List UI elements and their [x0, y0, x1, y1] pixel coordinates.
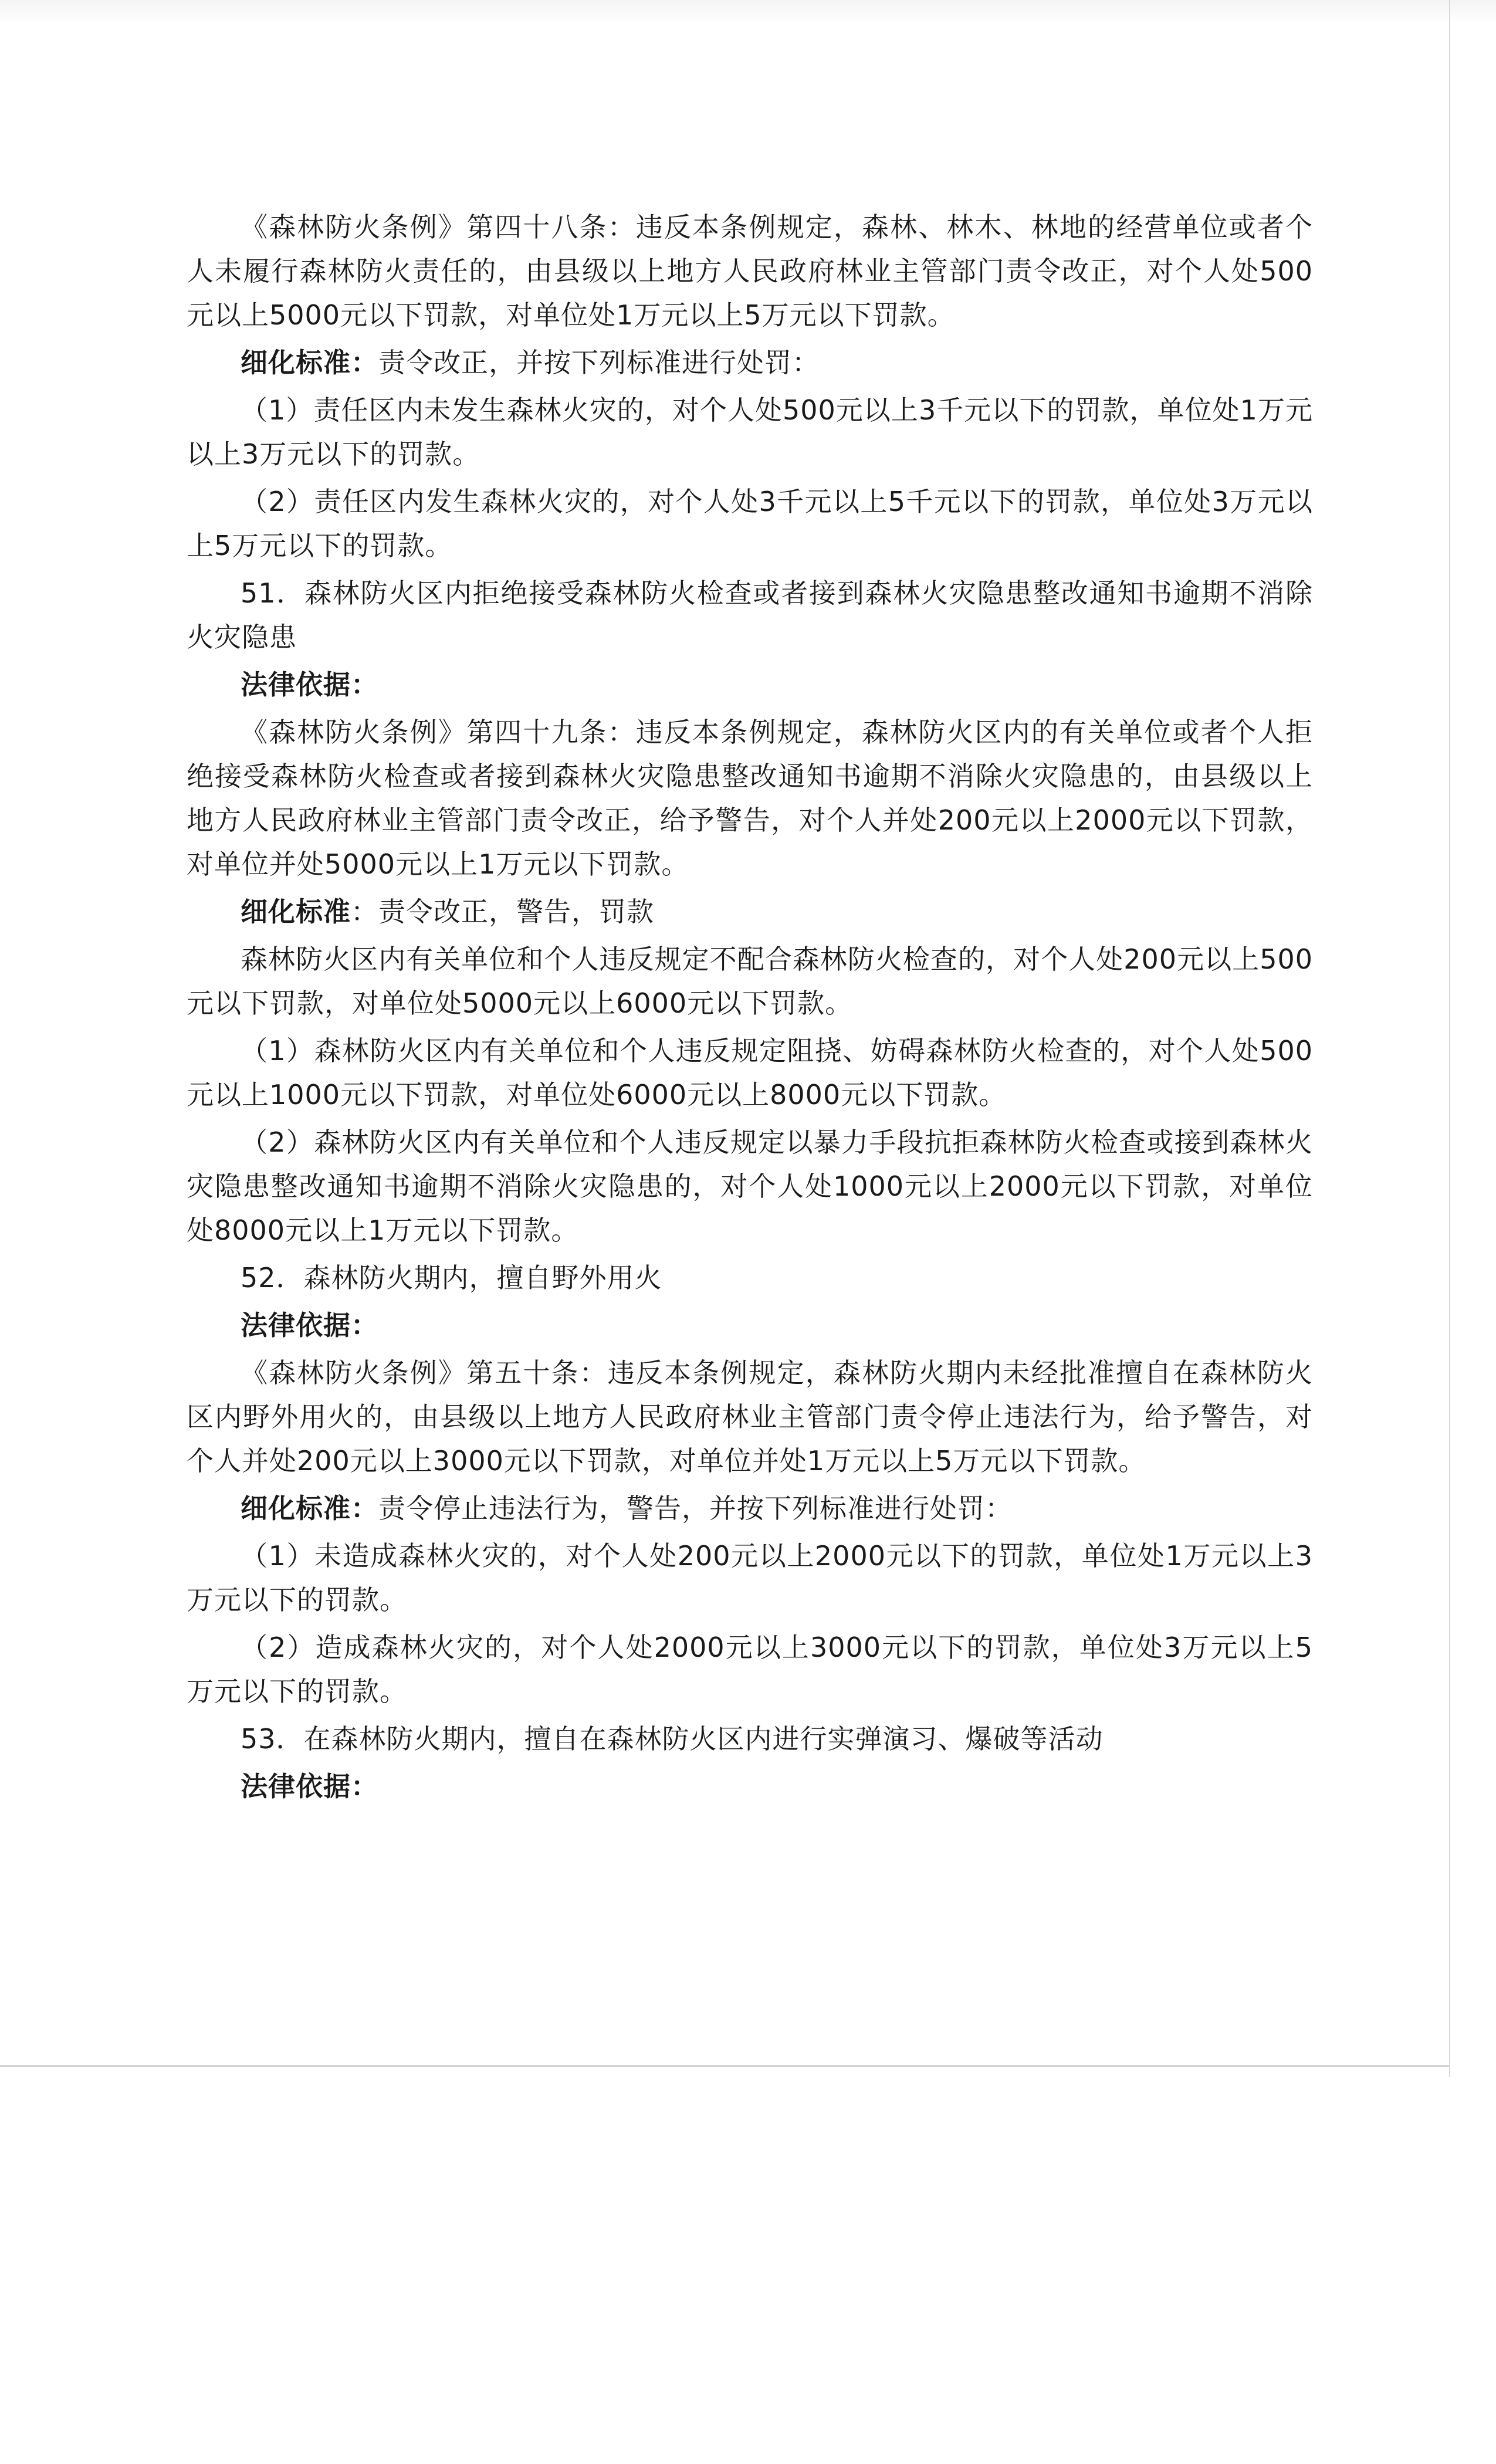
section-heading-51: 51．森林防火区内拒绝接受森林防火检查或者接到森林火灾隐患整改通知书逾期不消除火灾隐患: [187, 577, 1313, 653]
paragraph-item-1: （1）森林防火区内有关单位和个人违反规定阻挠、妨碍森林防火检查的，对个人处500元以上1000元以下罚款，对单位处6000元以上8000元以下罚款。: [187, 1035, 1313, 1111]
paragraph-article-48: 《森林防火条例》第四十八条：违反本条例规定，森林、林木、林地的经营单位或者个人未履行森林防火责任的，由县级以上地方人民政府林业主管部门责令改正，对个人处500元以上5000元以下罚款，对单位处1万元以上5万元以下罚款。: [187, 211, 1313, 331]
paragraph-standard-50: [187, 1487, 1313, 1531]
section-heading-53: 53．在森林防火期内，擅自在森林防火区内进行实弹演习、爆破等活动: [241, 1723, 1104, 1755]
label-detail-standard: 细化标准：: [241, 347, 378, 378]
document-body: [187, 205, 1313, 1812]
page-edge-bottom: [0, 2065, 1449, 2067]
paragraph-standard-48: [187, 341, 1313, 385]
paragraph-item-2: （2）造成森林火灾的，对个人处2000元以上3000元以下的罚款，单位处3万元以上5万元以下的罚款。: [187, 1632, 1313, 1707]
paragraph-standard-49-base: 森林防火区内有关单位和个人违反规定不配合森林防火检查的，对个人处200元以上500元以下罚款，对单位处5000元以上6000元以下罚款。: [187, 943, 1313, 1019]
paragraph-article-50: 《森林防火条例》第五十条：违反本条例规定，森林防火期内未经批准擅自在森林防火区内野外用火的，由县级以上地方人民政府林业主管部门责令停止违法行为，给予警告，对个人并处200元以上3000元以下罚款，对单位并处1万元以上5万元以下罚款。: [187, 1357, 1313, 1477]
text-detail-standard: 责令改正，并按下列标准进行处罚：: [378, 347, 820, 378]
paragraph-standard-49: [187, 890, 1313, 934]
page-edge-right: [1449, 0, 1450, 2077]
label-legal-basis-53: 法律依据：: [241, 1771, 378, 1802]
label-detail-standard: 细化标准: [241, 896, 351, 928]
label-legal-basis-51: 法律依据：: [241, 669, 378, 700]
scan-shadow-top: [0, 0, 1496, 23]
text-detail-standard: 责令停止违法行为，警告，并按下列标准进行处罚：: [378, 1492, 1013, 1524]
paragraph-item-1: （1）责任区内未发生森林火灾的，对个人处500元以上3千元以下的罚款，单位处1万元以上3万元以下的罚款。: [187, 394, 1313, 470]
paragraph-item-1: （1）未造成森林火灾的，对个人处200元以上2000元以下的罚款，单位处1万元以上3万元以下的罚款。: [187, 1540, 1313, 1616]
paragraph-article-49: 《森林防火条例》第四十九条：违反本条例规定，森林防火区内的有关单位或者个人拒绝接受森林防火检查或者接到森林火灾隐患整改通知书逾期不消除火灾隐患的，由县级以上地方人民政府林业主管部门责令改正，给予警告，对个人并处200元以上2000元以下罚款，对单位并处5000元以上1万元以下罚款。: [187, 716, 1313, 880]
section-heading-52: 52．森林防火期内，擅自野外用火: [241, 1262, 662, 1294]
label-legal-basis-52: 法律依据：: [241, 1309, 378, 1341]
paragraph-item-2: （2）森林防火区内有关单位和个人违反规定以暴力手段抗拒森林防火检查或接到森林火灾隐患整改通知书逾期不消除火灾隐患的，对个人处1000元以上2000元以下罚款，对单位处8000元以上1万元以下罚款。: [187, 1126, 1313, 1246]
paragraph-item-2: （2）责任区内发生森林火灾的，对个人处3千元以上5千元以下的罚款，单位处3万元以上5万元以下的罚款。: [187, 486, 1313, 561]
label-detail-standard: 细化标准：: [241, 1492, 378, 1524]
text-detail-standard: ：责令改正，警告，罚款: [351, 896, 654, 928]
